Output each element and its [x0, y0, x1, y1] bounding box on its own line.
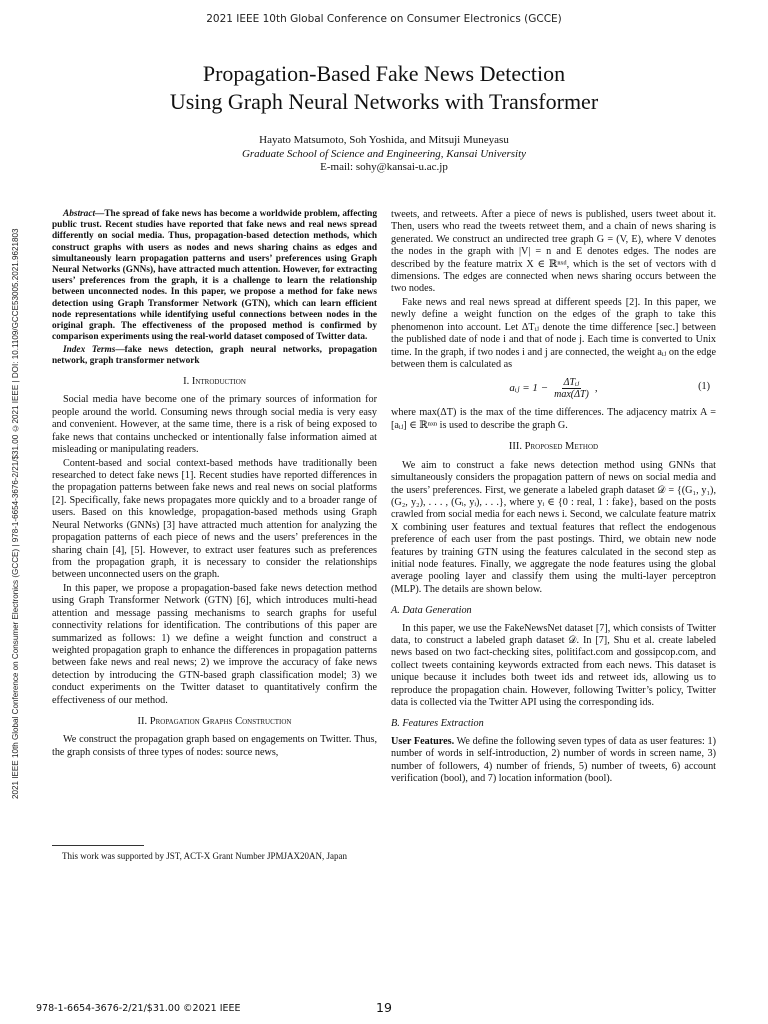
index-terms — [52, 345, 377, 367]
abstract-label: Abstract — [63, 209, 96, 219]
user-features-text: We define the following seven types of data as user features: 1) number of words in self-introduction, 2) number of words in screen name, 3) number of followers, 4) number of friends, 5) number of tweets, 6) account verification (bool), and 7) location information (bool). — [391, 735, 716, 785]
features-paragraph — [391, 736, 716, 786]
author-email: E-mail: sohy@kansai-u.ac.jp — [320, 161, 448, 173]
page-number: 19 — [376, 1000, 392, 1015]
graphs-paragraph-2: Fake news and real news spread at different speeds [2]. In this paper, we newly define a weight function on the edges of the graph to take this phenomenon into account. Let ΔTᵢⱼ denote the time difference [sec.] between the published date of node i and that of node j. Each time is converted to Unix time. In the graph, if two nodes i and j are connected, the weight aᵢⱼ on the edge between them is calculated as — [391, 297, 716, 371]
index-terms-label: Index Terms — [63, 344, 116, 355]
conference-header: 2021 IEEE 10th Global Conference on Consumer Electronics (GCCE) — [206, 13, 562, 25]
intro-paragraph-2: Content-based and social context-based methods have traditionally been researched to detect fake news [1]. Recent studies have reported differences in the propagation patterns between fake news and real news on social platforms [2]. Specifically, fake news propagates more quickly and to a broader range of users. Based on this knowledge, propagation-based methods using Graph Neural Networks (GNNs) [3] have attracted much attention for analyzing the propagation patterns of each piece of news and the users’ preferences in the sharing chain [4], [5]. However, to extract user features such as preferences from the propagation graph, it is necessary to consider the relationships between unconnected users on the graph. — [52, 457, 377, 581]
intro-paragraph-3: In this paper, we propose a propagation-based fake news detection method using Graph Transformer Network (GTN) [6], which introduces multi-head attention and message passing mechanisms to search graphs for useful connectivity relations for identification. The contributions of this paper are summarized as follows: 1) we define a weight function and construct a weighted propagation graph to enhance the differences in propagation patterns between fake news and real news; 2) we improve the accuracy of fake news detection by introducing the GTN-based graph classification model; 3) we conduct experiments on the Twitter dataset to quantitatively confirm the effectiveness of our method. — [52, 582, 377, 706]
left-column — [52, 209, 377, 760]
funding-footnote: This work was supported by JST, ACT-X Grant Number JPMJAX20AN, Japan — [62, 851, 347, 861]
abstract-text: —The spread of fake news has become a worldwide problem, affecting public trust. Recent studies have reported that fake news and real news spread differently on social media. Thus, propagation-based detection methods, which construct graphs with users as nodes and news sharing chains as edges and simultaneously learn propagation patterns and users’ preferences using Graph Neural Networks (GNNs), have attracted much attention. However, for extracting users’ preferences from the graph, it is a challenge to learn the relationship between unconnected nodes. In this paper, we propose a method for fake news detection using Graph Transformer Network (GTN), which can learn efficient node representations while identifying useful connections between nodes in the original graph. The effectiveness of the proposed method is confirmed by comparison experiments using the real-world dataset composed of Twitter data. — [52, 209, 377, 343]
footer-copyright: 978-1-6654-3676-2/21/$31.00 ©2021 IEEE — [36, 1003, 241, 1014]
title-line-1: Propagation-Based Fake News Detection — [202, 61, 566, 86]
title-line-2: Using Graph Neural Networks with Transformer — [169, 89, 599, 114]
graphs-paragraph-1-continued: tweets, and retweets. After a piece of news is published, users tweet about it. Then, users who read the tweets retweet them, and a chain of news sharing is generated. We construct an undirected tree graph G = (V, E), where V denotes the nodes in the graph with |V| = n and E denotes edges. The nodes are described by the feature matrix X ∈ ℝⁿˣᵈ, which is the set of vectors with d dimensions. The edges are connected when news sharing occurs between the two nodes. — [391, 209, 716, 295]
section-heading-proposed-method: III. Proposed Method — [508, 441, 599, 453]
author-block — [0, 134, 768, 175]
equation-fraction — [552, 377, 591, 400]
graphs-paragraph-1: We construct the propagation graph based on engagements on Twitter. Thus, the graph consists of three types of nodes: source news, — [52, 734, 377, 758]
section-heading-introduction: I. Introduction — [183, 376, 246, 388]
method-paragraph-1: We aim to construct a fake news detection method using GNNs that simultaneously considers the propagation pattern of news on social media and the users’ preferences. First, we generate a labeled graph dataset 𝒟 = {(G₁, y₁), (G₂, y₂), . . . , (Gᵢ, yᵢ), . . .}, where yᵢ ∈ {0 : real, 1 : fake}, based on the posts crawled from social media for each news i. Second, we calculate feature matrix X combining user features and textual features that reflect the endogenous preference of each user from the past postings. Third, we obtain new node features by training GTN using the features calculated in the second step as initial node features. Finally, we aggregate the node features using the global average pooling layer and classify them using the multi-layer perceptron (MLP). The details are shown below. — [391, 459, 716, 595]
intro-paragraph-1: Social media have become one of the primary sources of information for people around the world. Consuming news through social media is very easy and convenient. However, at the same time, there is a risk of being exposed to fake news that contains unchecked or intentionally false information aimed at misleading or manipulating readers. — [52, 394, 377, 456]
equation-1 — [391, 375, 716, 401]
equation-lhs: aᵢⱼ = 1 − — [509, 382, 549, 395]
subsection-heading-data-generation: A. Data Generation — [391, 605, 472, 617]
subsection-heading-features-extraction: B. Features Extraction — [391, 718, 484, 730]
author-affiliation: Graduate School of Science and Engineering, Kansai University — [241, 147, 527, 160]
footnote-divider — [52, 845, 144, 846]
data-generation-paragraph: In this paper, we use the FakeNewsNet dataset [7], which consists of Twitter data, to construct a labeled graph dataset 𝒟. In [7], Shu et al. create labeled news based on two fact-checking sites, politifact.com and gossipcop.com, and collect tweets containing keywords extracted from each news. This dataset is unique because it includes both tweet ids and retweet ids, allowing us to reproduce the propagation chain. However, following Twitter’s policy, Twitter data is collected via the Twitter API using the corresponding ids. — [391, 622, 716, 708]
equation-numerator: ΔTᵢⱼ — [563, 376, 580, 388]
paper-title — [60, 60, 708, 116]
equation-denominator: max(ΔT) — [554, 388, 589, 400]
index-terms-text: —fake news detection, graph neural networks, propagation network, graph transformer network — [52, 344, 377, 366]
side-doi-identifier: 2021 IEEE 10th Global Conference on Consumer Electronics (GCCE) | 978-1-6654-3676-2/21/$31.00 ©2021 IEEE | DOI: 10.1109/GCCE53005.2021.9621803 — [11, 228, 20, 800]
equation-body: aᵢⱼ = 1 − $\frac{\text{ΔTᵢⱼ}}{\max(\Delta T)}$ , — [509, 376, 598, 400]
graphs-paragraph-3: where max(ΔT) is the max of the time differences. The adjacency matrix A = [aᵢⱼ] ∈ ℝⁿˣⁿ is used to describe the graph G. — [391, 407, 716, 431]
abstract — [52, 209, 377, 343]
author-names: Hayato Matsumoto, Soh Yoshida, and Mitsuji Muneyasu — [259, 134, 509, 146]
equation-number: (1) — [698, 381, 710, 393]
right-column — [391, 209, 716, 787]
user-features-label: User Features. — [391, 735, 455, 747]
section-heading-propagation-graphs: II. Propagation Graphs Construction — [137, 715, 292, 727]
